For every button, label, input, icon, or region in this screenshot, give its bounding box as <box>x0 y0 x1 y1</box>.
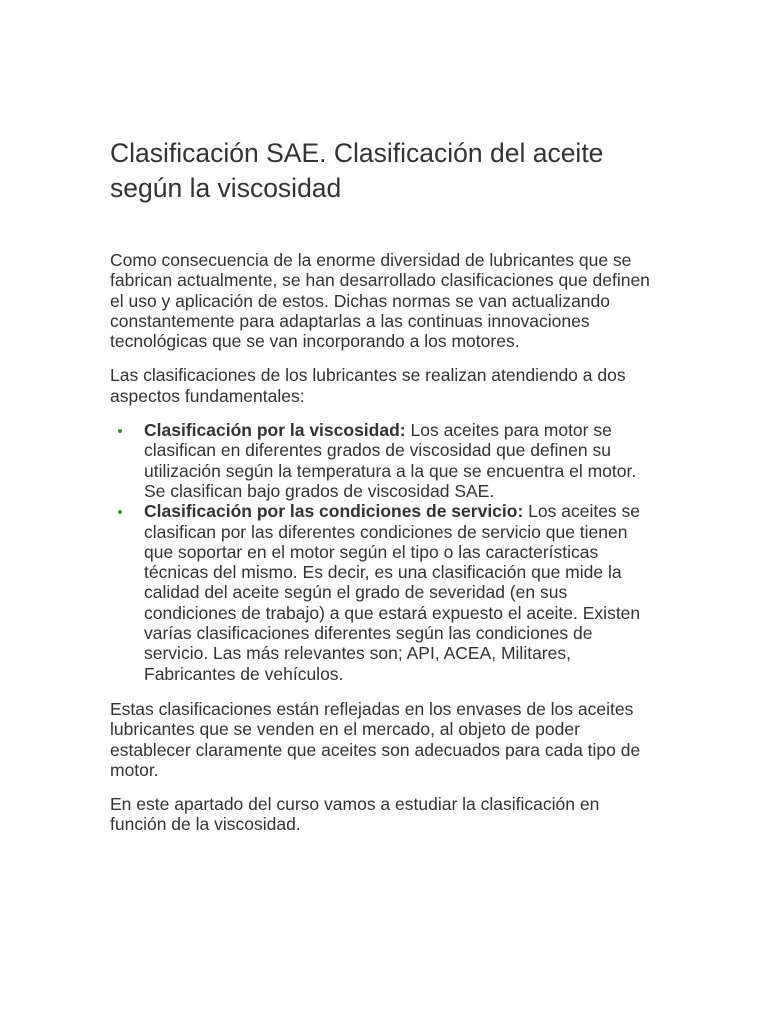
list-item <box>110 420 658 501</box>
list-item-text: Los aceites se clasifican por las diferentes condiciones de servicio que tienen que soportar en el motor según el tipo o las características técnicas del mismo. Es decir, es una clasificación que mide la calidad del aceite según el grado de severidad (en sus condiciones de trabajo) a que estará expuesto el aceite. Existen varías clasificaciones diferentes según las condiciones de servicio. Las más relevantes son; API, ACEA, Militares, Fabricantes de vehículos. <box>144 501 641 684</box>
bullet-icon <box>118 510 122 514</box>
list-item <box>110 501 658 684</box>
list-item-term: Clasificación por las condiciones de servicio: <box>144 501 524 522</box>
page-title: Clasificación SAE. Clasificación del aceite según la viscosidad <box>110 138 604 203</box>
classification-list <box>110 420 658 684</box>
list-item-term: Clasificación por la viscosidad: <box>144 420 406 441</box>
bullet-icon <box>118 429 122 433</box>
list-item-text: Los aceites para motor se clasifican en diferentes grados de viscosidad que definen su utilización según la temperatura a la que se encuentra el motor. Se clasifican bajo grados de viscosidad SAE. <box>144 420 637 501</box>
labels-paragraph: Estas clasificaciones están reflejadas en los envases de los aceites lubricantes que se venden en el mercado, al objeto de poder establecer claramente que aceites son adecuados para cada tipo de motor. <box>110 698 641 780</box>
intro-paragraph: Como consecuencia de la enorme diversidad de lubricantes que se fabrican actualmente, se han desarrollado clasificaciones que definen el uso y aplicación de estos. Dichas normas se van actualizando constantemente para adaptarlas a las continuas innovaciones tecnológicas que se van incorporando a los motores. <box>110 250 650 352</box>
course-paragraph: En este apartado del curso vamos a estudiar la clasificación en función de la viscosidad. <box>110 794 600 835</box>
aspects-intro-paragraph: Las clasificaciones de los lubricantes se realizan atendiendo a dos aspectos fundamentales: <box>110 365 626 406</box>
document-page <box>110 136 658 835</box>
